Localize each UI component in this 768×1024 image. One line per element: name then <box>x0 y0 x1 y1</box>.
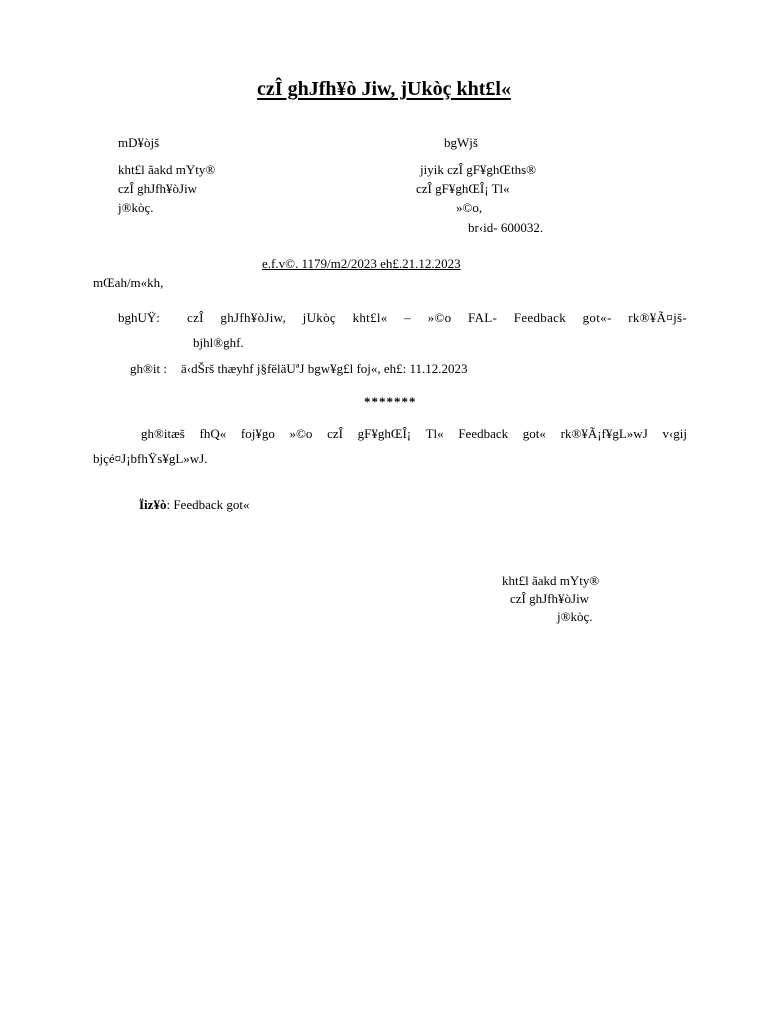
letter-title: czÎ ghJfh¥ò Jiw, jUkòç kht£l« <box>257 78 511 100</box>
body-paragraph: gh®itæš fhQ« foj¥go »©o czÎ gF¥ghŒÎ¡ Tl« Feedback got« rk®¥Ã¡f¥gL»wJ v‹gij bjçé¤J¡bfhŸs¥gL»wJ. <box>93 426 687 466</box>
to-line-3: »©o, <box>456 200 483 215</box>
enclosure-text: : Feedback got« <box>166 497 250 512</box>
salutation: mŒah/m«kh, <box>93 275 164 290</box>
from-line-2: czÎ ghJfh¥òJiw <box>118 181 198 196</box>
from-line-1: kht£l ãakd mYty® <box>118 162 216 177</box>
enclosure <box>139 496 250 514</box>
reference-label: gh®it : <box>130 361 167 376</box>
to-line-2: czÎ gF¥ghŒÎ¡ Tl« <box>416 181 510 196</box>
signature-line-1: kht£l ãakd mYty® <box>502 573 600 588</box>
from-line-3: j®kòç. <box>118 200 154 215</box>
to-line-1: jiyik czÎ gF¥ghŒths® <box>420 162 537 177</box>
subject-text-line-2: bjhl®ghf. <box>193 335 244 350</box>
from-label: mD¥òjš <box>118 135 160 150</box>
signature-line-3: j®kòç. <box>557 609 593 624</box>
reference-number-date: e.f.v©. 1179/m2/2023 eh£.21.12.2023 <box>262 256 461 271</box>
enclosure-label: Ïiz¥ò <box>139 497 167 512</box>
subject-label: bghUŸ: <box>118 310 160 325</box>
to-label: bgWjš <box>444 135 478 150</box>
signature-line-2: czÎ ghJfh¥òJiw <box>510 591 590 606</box>
subject-text-line-1: czÎ ghJfh¥òJiw, jUkòç kht£l« – »©o FAL- Feedback got«- rk®¥Ã¤jš- <box>187 310 687 325</box>
separator-stars: ******* <box>364 394 417 409</box>
reference-text: ä‹dŠrš thæyhf j§fëläUªJ bgw¥g£l foj«, eh£: 11.12.2023 <box>181 361 468 376</box>
to-line-4: br‹id- 600032. <box>468 220 544 235</box>
